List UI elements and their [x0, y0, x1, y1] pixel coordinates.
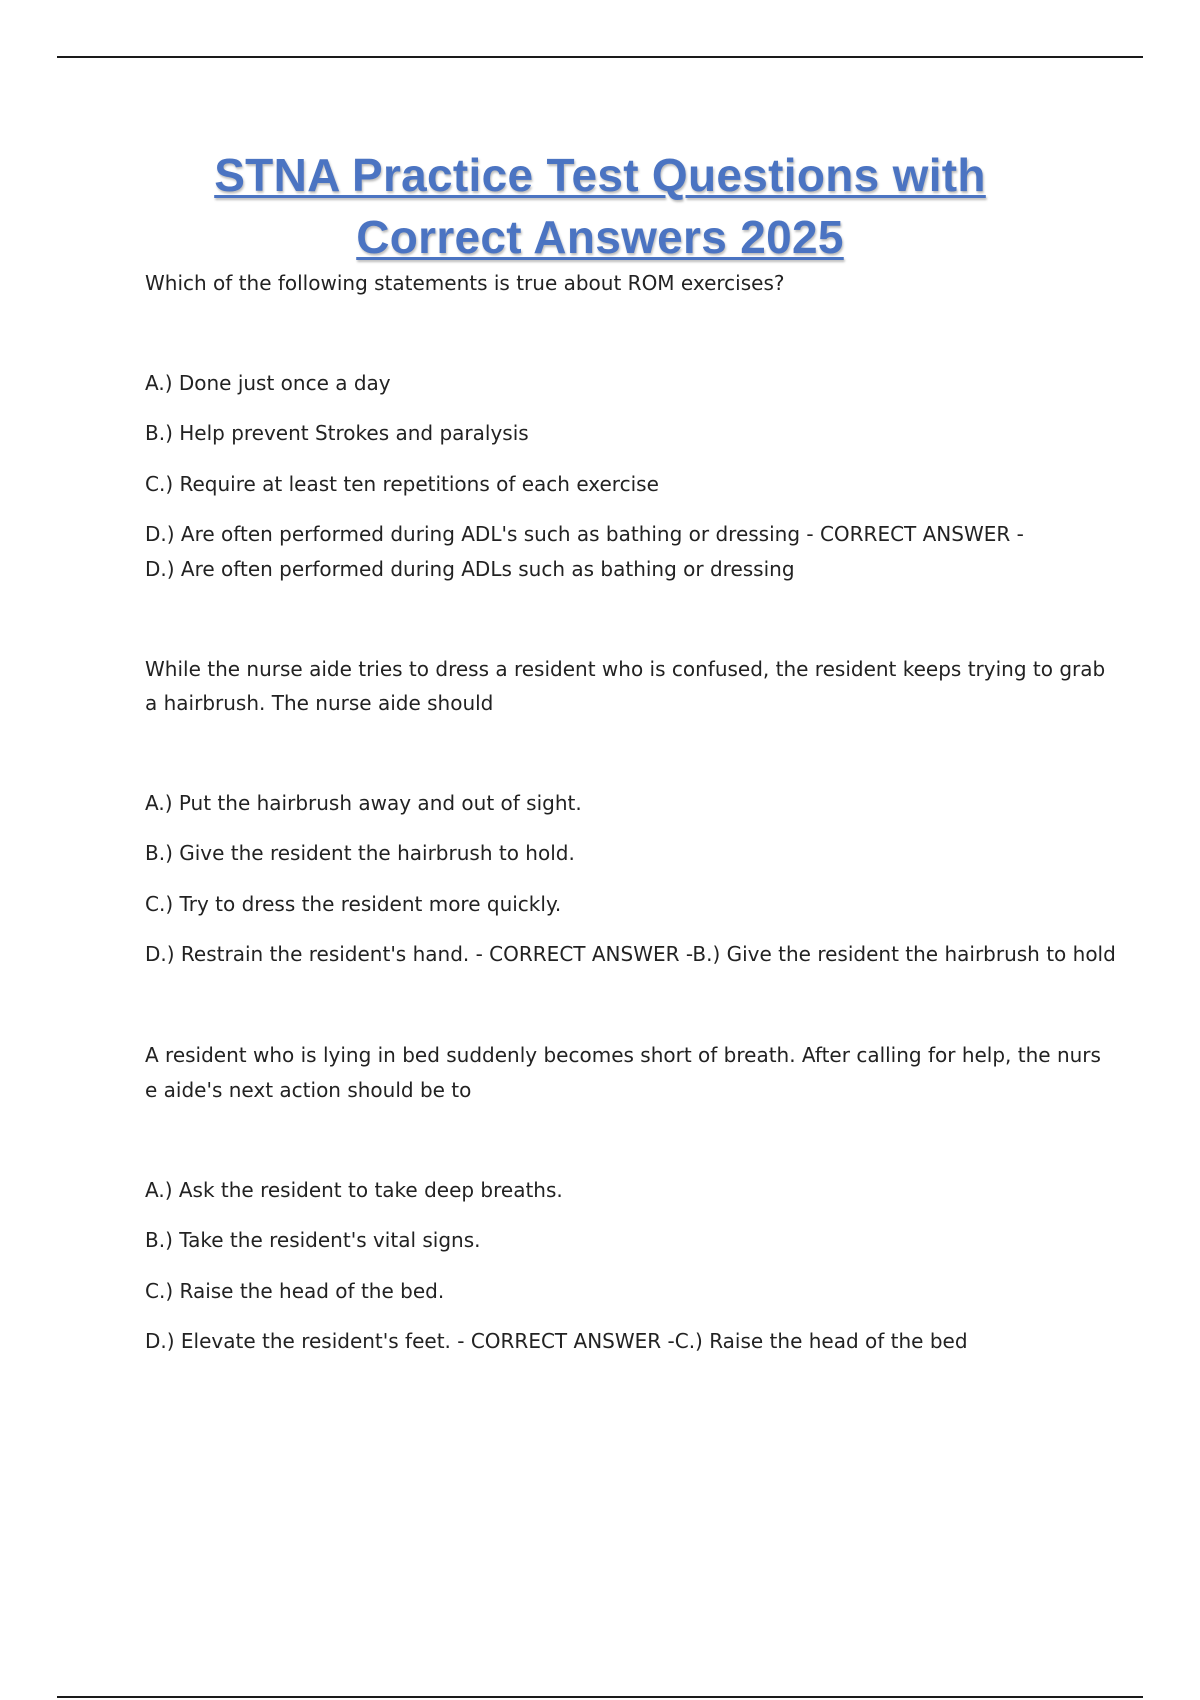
question-2-option-a: A.) Put the hairbrush away and out of sight.: [145, 791, 582, 815]
question-3-option-d: D.) Elevate the resident's feet. - CORRECT ANSWER -C.) Raise the head of the bed: [145, 1329, 968, 1353]
bottom-rule: [57, 1696, 1143, 1698]
question-3-option-b: B.) Take the resident's vital signs.: [145, 1228, 481, 1252]
question-3-option-c: C.) Raise the head of the bed.: [145, 1279, 445, 1303]
title-line-2: Correct Answers 2025: [356, 211, 844, 263]
question-1-option-a: A.) Done just once a day: [145, 371, 391, 395]
question-2-prompt-line-1: While the nurse aide tries to dress a resident who is confused, the resident keeps trying to grab: [145, 657, 1106, 681]
question-2-option-b: B.) Give the resident the hairbrush to hold.: [145, 841, 575, 865]
question-2-option-c: C.) Try to dress the resident more quickly.: [145, 892, 562, 916]
question-1-option-d: D.) Are often performed during ADL's such as bathing or dressing - CORRECT ANSWER -: [145, 522, 1024, 546]
top-rule: [57, 56, 1143, 58]
question-1-option-c: C.) Require at least ten repetitions of each exercise: [145, 472, 659, 496]
question-2-option-d: D.) Restrain the resident's hand. - CORRECT ANSWER -B.) Give the resident the hairbrush to hold: [145, 942, 1116, 966]
question-1-answer: D.) Are often performed during ADLs such as bathing or dressing: [145, 557, 795, 581]
title-line-1: STNA Practice Test Questions with: [214, 149, 986, 201]
question-2-prompt-line-2: a hairbrush. The nurse aide should: [145, 691, 494, 715]
document-title: [0, 144, 1200, 268]
question-3-prompt-line-2: e aide's next action should be to: [145, 1078, 472, 1102]
question-1-prompt: Which of the following statements is true about ROM exercises?: [145, 271, 785, 295]
question-1-option-b: B.) Help prevent Strokes and paralysis: [145, 421, 529, 445]
question-3-option-a: A.) Ask the resident to take deep breaths.: [145, 1178, 563, 1202]
question-3-prompt-line-1: A resident who is lying in bed suddenly becomes short of breath. After calling for help, the nurs: [145, 1043, 1101, 1067]
